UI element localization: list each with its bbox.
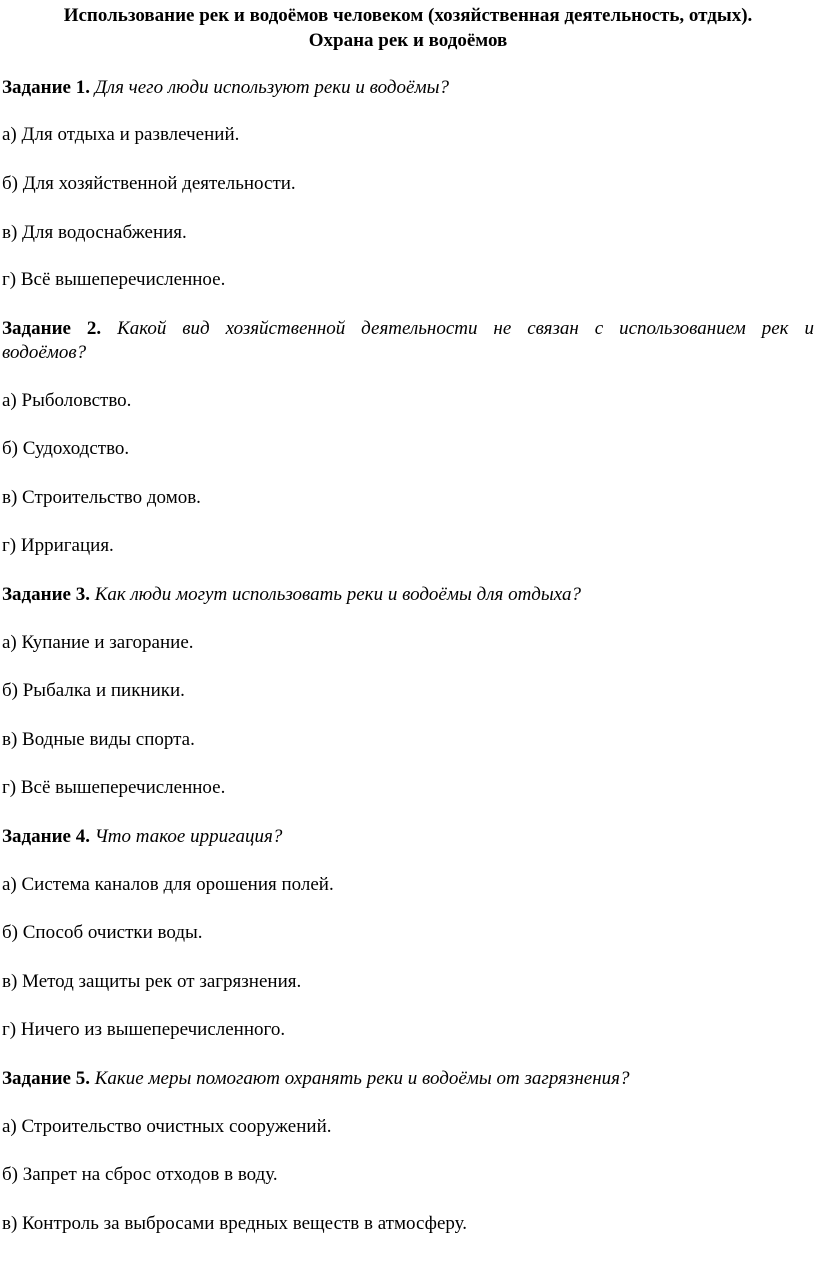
task-4-heading [2,826,814,848]
task-3-option-d: г) Всё вышеперечисленное. [2,777,226,798]
task-3-question: Как люди могут использовать реки и водоёмы для отдыха? [94,584,581,605]
task-1-label: Задание 1. [2,77,90,98]
task-3-label: Задание 3. [2,584,90,605]
task-5-option-a: а) Строительство очистных сооружений. [2,1116,332,1137]
task-2-heading-continued [2,342,814,364]
task-3-option-c: в) Водные виды спорта. [2,729,195,750]
task-2-question-line-1: Какой вид хозяйственной деятельности не связан с использованием рек и [117,318,814,339]
task-1-option-a: а) Для отдыха и развлечений. [2,124,240,145]
document-title-line-2: Охрана рек и водоёмов [308,30,508,51]
task-2-heading [2,318,814,340]
task-2-question-line-2: водоёмов? [2,342,87,363]
task-4-option-b: б) Способ очистки воды. [2,922,203,943]
task-1-option-b: б) Для хозяйственной деятельности. [2,173,296,194]
task-1-option-d: г) Всё вышеперечисленное. [2,269,226,290]
task-2-option-d: г) Ирригация. [2,535,114,556]
task-1-heading [2,77,814,99]
task-4-option-a: а) Система каналов для орошения полей. [2,874,334,895]
task-3-option-b: б) Рыбалка и пикники. [2,680,185,701]
task-5-option-b: б) Запрет на сброс отходов в воду. [2,1164,278,1185]
task-5-question: Какие меры помогают охранять реки и водоёмы от загрязнения? [94,1068,630,1089]
task-3-option-a: а) Купание и загорание. [2,632,194,653]
task-2-option-c: в) Строительство домов. [2,487,201,508]
task-5-heading [2,1068,814,1090]
task-4-option-c: в) Метод защиты рек от загрязнения. [2,971,302,992]
task-2-label: Задание 2. [2,318,102,339]
task-5-label: Задание 5. [2,1068,90,1089]
document-title-line-1: Использование рек и водоёмов человеком (хозяйственная деятельность, отдых). [63,5,753,26]
task-4-option-d: г) Ничего из вышеперечисленного. [2,1019,286,1040]
task-1-question: Для чего люди используют реки и водоёмы? [94,77,449,98]
task-2-option-a: а) Рыболовство. [2,390,132,411]
task-5-option-c: в) Контроль за выбросами вредных веществ в атмосферу. [2,1213,467,1234]
task-4-question: Что такое ирригация? [94,826,283,847]
task-1-option-c: в) Для водоснабжения. [2,222,187,243]
task-3-heading [2,584,814,606]
task-4-label: Задание 4. [2,826,90,847]
task-2-option-b: б) Судоходство. [2,438,130,459]
